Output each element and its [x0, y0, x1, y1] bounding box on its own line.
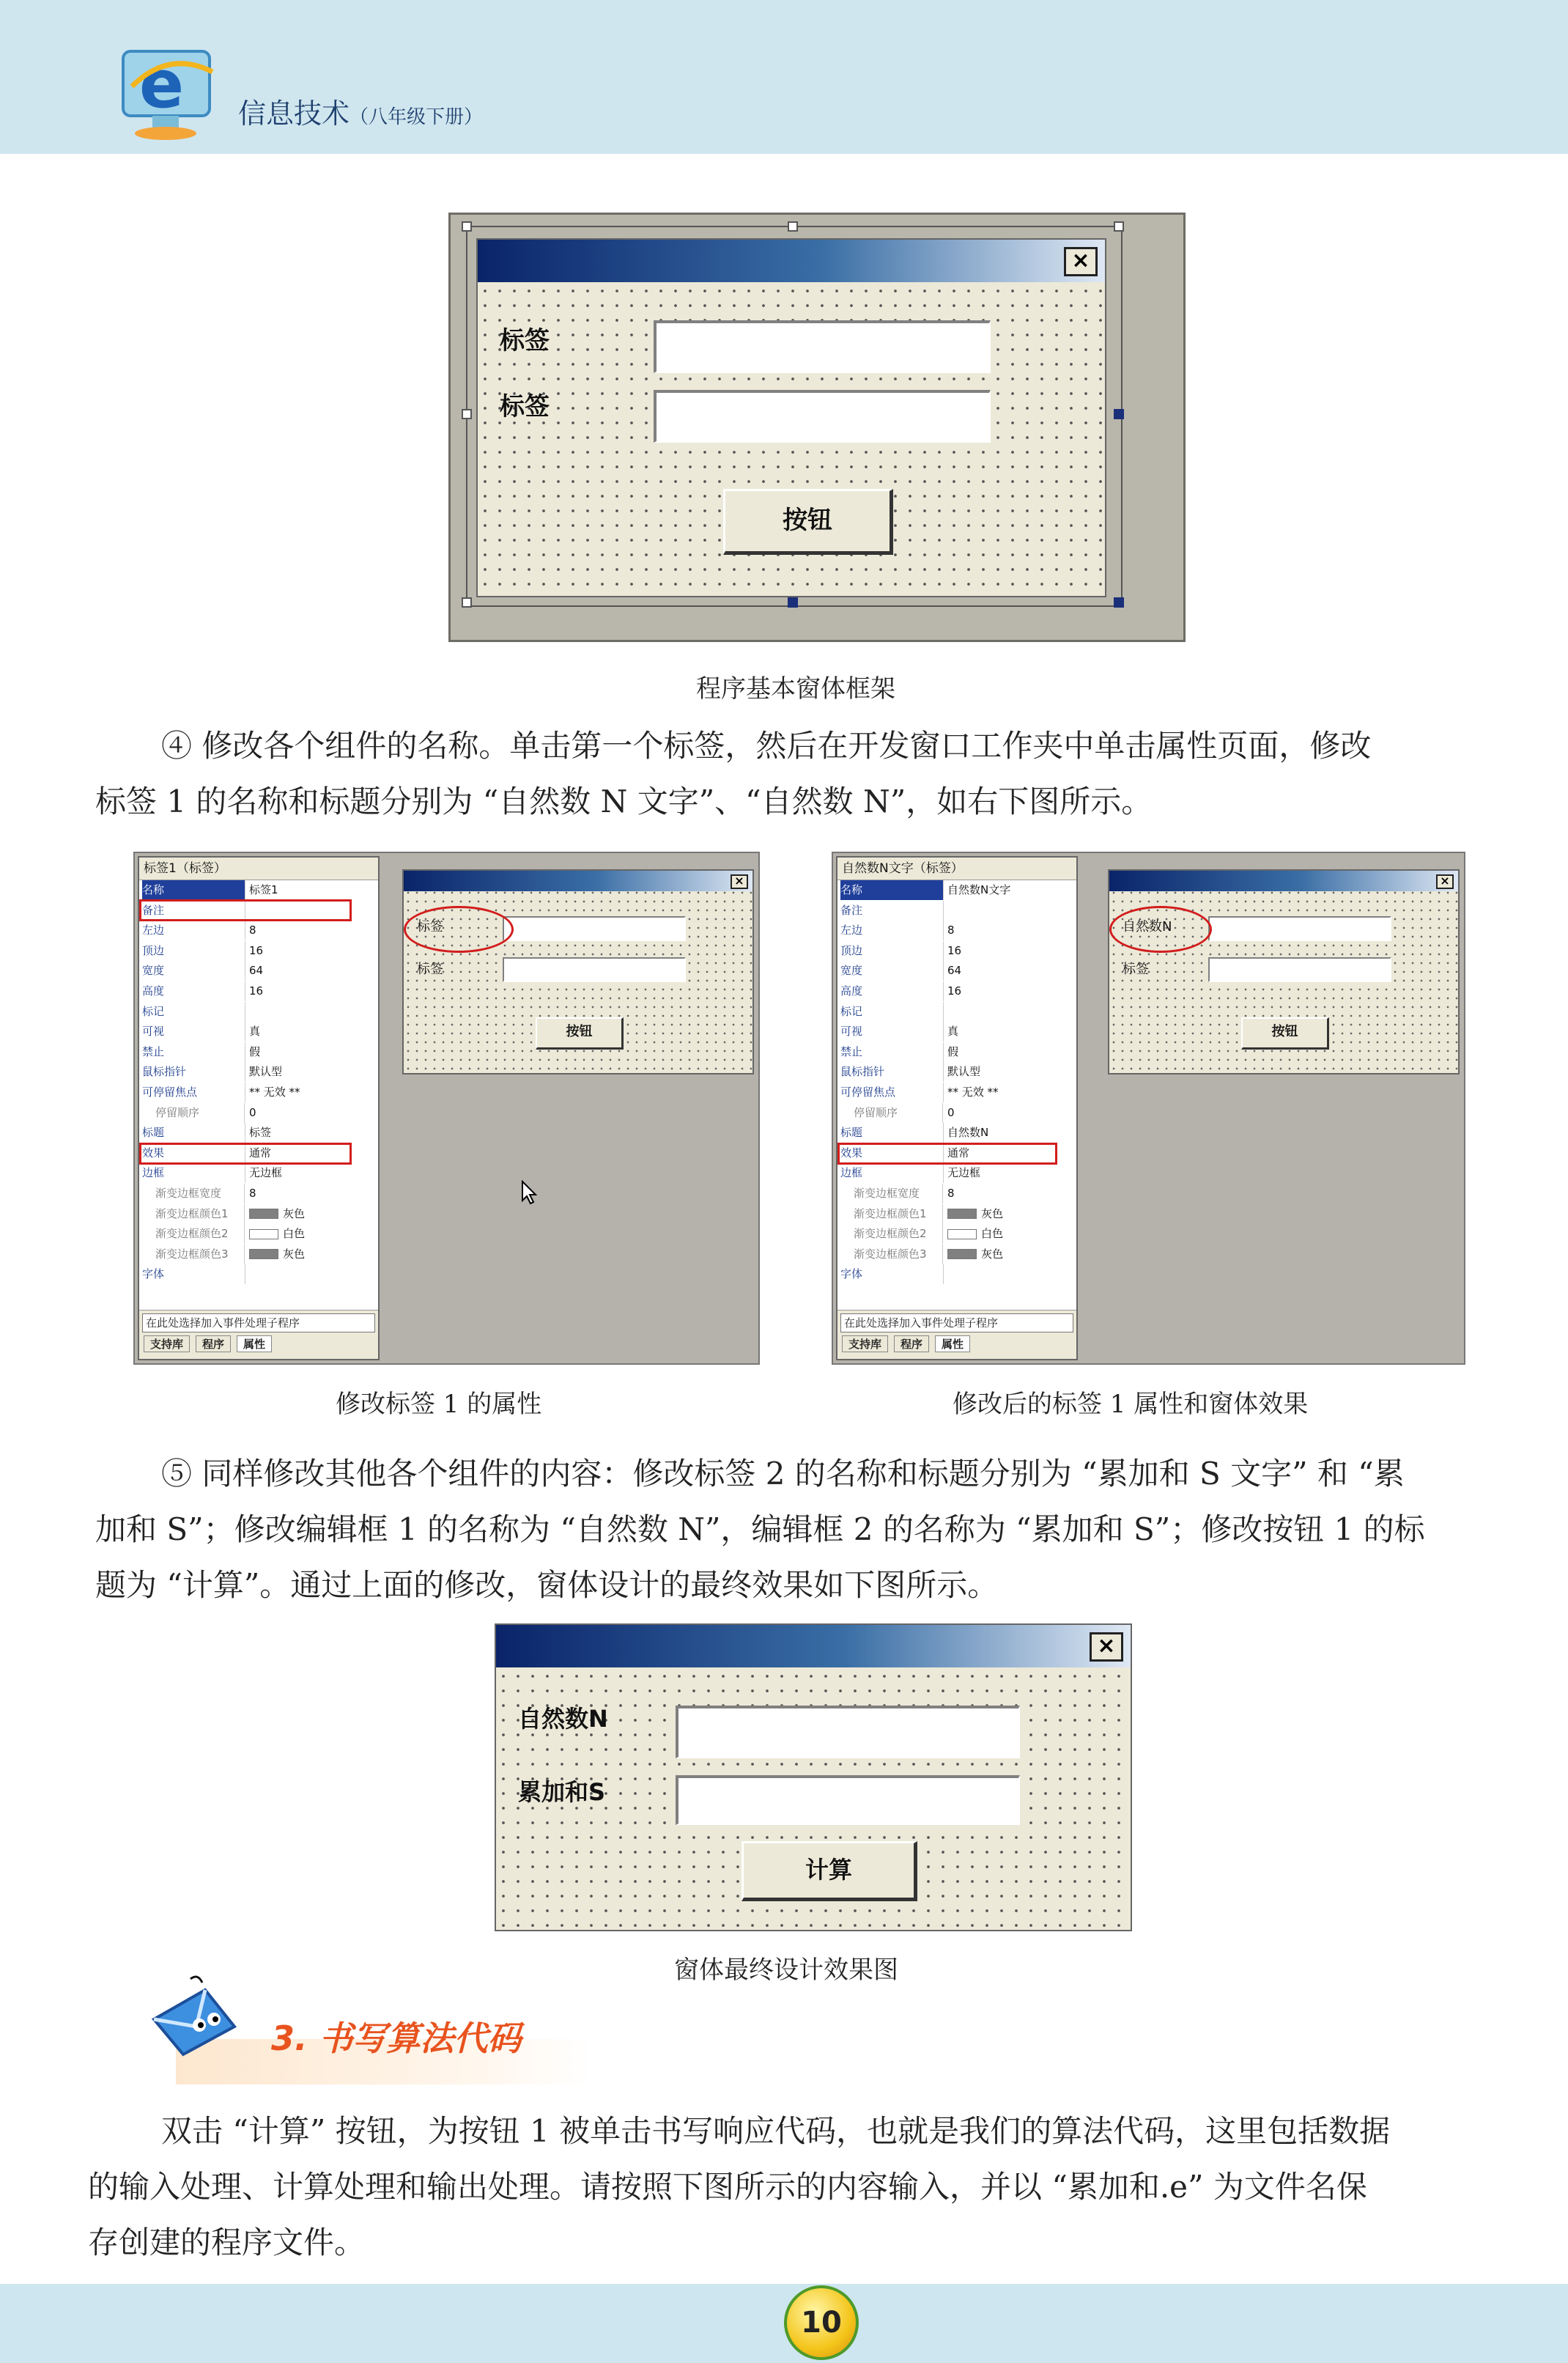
property-value-text: 白色 [283, 1227, 306, 1241]
property-value: 通常 [249, 1146, 272, 1160]
property-row[interactable] [837, 901, 1076, 921]
close-button[interactable]: × [1064, 247, 1098, 276]
calculate-button[interactable]: 计算 [742, 1841, 917, 1901]
property-row[interactable] [139, 1042, 378, 1063]
property-key: 名称 [840, 880, 944, 900]
property-row[interactable] [139, 880, 378, 901]
right-shot-caption: 修改后的标签 1 属性和窗体效果 [953, 1390, 1309, 1419]
property-row[interactable] [139, 1264, 378, 1285]
form-label-2: 标签 [500, 392, 550, 421]
property-rows [139, 880, 378, 1285]
property-key: 鼠标指针 [840, 1062, 944, 1082]
highlight-label-oval [404, 906, 514, 953]
tab-library[interactable]: 支持库 [144, 1335, 190, 1352]
property-key: 禁止 [142, 1042, 245, 1062]
resize-handle[interactable] [1114, 409, 1124, 419]
property-row[interactable] [139, 1184, 378, 1204]
left-shot-caption: 修改标签 1 的属性 [336, 1390, 542, 1419]
preview-form [1108, 869, 1460, 1074]
form-titlebar [496, 1625, 1131, 1667]
property-value: 0 [249, 1105, 256, 1119]
property-key: 停留顺序 [142, 1103, 245, 1123]
paragraph-line: ⑤ 同样修改其他各个组件的内容：修改标签 2 的名称和标题分别为 “累加和 S 文字” 和 “累 [161, 1456, 1405, 1492]
property-key: 渐变边框颜色2 [142, 1224, 245, 1244]
color-swatch [249, 1249, 278, 1259]
property-screenshot-right [832, 852, 1465, 1365]
preview-edit-2[interactable] [503, 957, 686, 982]
property-panel [138, 856, 380, 1360]
figure1-caption: 程序基本窗体框架 [696, 674, 895, 704]
property-value [249, 1204, 305, 1224]
property-row[interactable] [837, 1042, 1076, 1063]
property-row[interactable] [139, 1123, 378, 1143]
final-figure-caption: 窗体最终设计效果图 [674, 1955, 898, 1985]
property-screenshot-left [133, 852, 760, 1365]
event-select[interactable]: 在此处选择加入事件处理子程序 [840, 1313, 1073, 1332]
property-value: 16 [249, 984, 264, 998]
property-key: 顶边 [142, 941, 245, 961]
color-swatch [249, 1209, 278, 1219]
property-key: 标记 [142, 1002, 245, 1022]
highlight-title-row [139, 1143, 352, 1165]
property-row[interactable] [837, 1123, 1076, 1143]
property-key: 可停留焦点 [840, 1083, 944, 1102]
property-key: 顶边 [840, 941, 944, 961]
color-swatch [249, 1229, 278, 1239]
property-row[interactable] [139, 1022, 378, 1042]
paragraph-line: 题为 “计算”。通过上面的修改，窗体设计的最终效果如下图所示。 [95, 1567, 999, 1603]
property-value-text: 白色 [981, 1227, 1004, 1241]
color-swatch [947, 1209, 977, 1219]
property-key: 停留顺序 [840, 1103, 943, 1123]
property-value: 8 [249, 1186, 256, 1200]
resize-handle[interactable] [788, 221, 798, 232]
property-key: 边框 [142, 1163, 245, 1183]
property-key: 高度 [840, 981, 944, 1001]
property-key: 标题 [142, 1123, 245, 1143]
property-value [249, 1224, 305, 1244]
property-key: 可停留焦点 [142, 1083, 245, 1102]
form-edit-1[interactable] [654, 320, 991, 373]
property-key: 宽度 [840, 961, 944, 981]
property-row[interactable] [837, 880, 1076, 901]
page-number: 10 [784, 2285, 859, 2360]
paragraph-line: 的输入处理、计算处理和输出处理。请按照下图所示的内容输入，并以 “累加和.e” 为文件名保 [88, 2169, 1367, 2205]
property-row[interactable] [837, 941, 1076, 962]
property-key: 备注 [142, 901, 245, 921]
property-panel-header: 自然数N文字（标签） [837, 858, 1076, 880]
panel-tabs [139, 1335, 378, 1352]
preview-edit-1[interactable] [503, 916, 686, 941]
property-value: 自然数N文字 [947, 883, 1011, 896]
property-value: ** 无效 ** [249, 1085, 300, 1099]
tab-program[interactable]: 程序 [196, 1335, 231, 1352]
panel-tabs [837, 1335, 1076, 1352]
label-natural-number-n: 自然数N [518, 1705, 608, 1733]
property-row[interactable] [139, 981, 378, 1002]
property-key: 备注 [840, 901, 944, 921]
mouse-cursor-icon [521, 1180, 537, 1208]
tab-properties[interactable]: 属性 [935, 1335, 970, 1352]
property-value: 16 [249, 943, 264, 957]
property-value: 假 [249, 1044, 261, 1058]
property-row[interactable] [837, 1163, 1076, 1184]
property-row[interactable] [139, 1002, 378, 1022]
form-titlebar [478, 240, 1105, 282]
property-key: 渐变边框颜色1 [840, 1204, 943, 1224]
property-row[interactable] [837, 1264, 1076, 1285]
resize-handle[interactable] [462, 221, 472, 232]
ie-logo-icon [117, 43, 227, 152]
paragraph-step5 [95, 1446, 1531, 1613]
form-button[interactable]: 按钮 [723, 489, 893, 555]
property-panel-footer [139, 1310, 378, 1359]
property-key: 渐变边框宽度 [840, 1184, 943, 1203]
property-value: 真 [249, 1025, 261, 1039]
property-value-text: 灰色 [981, 1247, 1004, 1261]
property-panel-header: 标签1（标签） [139, 858, 378, 880]
property-row[interactable] [837, 1062, 1076, 1083]
property-value [249, 1245, 305, 1264]
property-value: 16 [947, 943, 962, 957]
property-value: 64 [249, 964, 264, 978]
property-row[interactable] [837, 1002, 1076, 1022]
property-row[interactable] [139, 961, 378, 981]
preview-label-1: 标签 [417, 919, 443, 934]
property-key: 边框 [840, 1163, 944, 1183]
preview-button[interactable]: 按钮 [1241, 1017, 1329, 1050]
paragraph-step4 [95, 718, 1531, 830]
tab-properties[interactable]: 属性 [237, 1335, 272, 1352]
highlight-title-row [837, 1143, 1057, 1165]
resize-handle[interactable] [788, 597, 798, 608]
tab-library[interactable]: 支持库 [842, 1335, 888, 1352]
property-value: 标签1 [249, 883, 278, 896]
resize-handle[interactable] [1114, 221, 1124, 232]
svg-text:e: e [139, 46, 185, 123]
property-row[interactable] [837, 1083, 1076, 1103]
property-value: 8 [947, 924, 955, 937]
event-select[interactable]: 在此处选择加入事件处理子程序 [142, 1313, 375, 1332]
preview-button[interactable]: 按钮 [536, 1017, 624, 1050]
property-row[interactable] [139, 941, 378, 962]
form-label-1: 标签 [500, 326, 550, 355]
paragraph-line: 存创建的程序文件。 [88, 2224, 366, 2260]
property-row[interactable] [837, 1022, 1076, 1042]
property-key: 可视 [840, 1022, 944, 1042]
preview-edit-1[interactable] [1208, 916, 1391, 941]
property-value [947, 1245, 1003, 1264]
highlight-name-row [139, 899, 352, 921]
resize-handle[interactable] [462, 409, 472, 419]
book-subtitle: （八年级下册） [350, 106, 484, 128]
property-row[interactable] [837, 961, 1076, 981]
property-value: 假 [947, 1044, 959, 1058]
property-key: 高度 [142, 981, 245, 1001]
resize-handle[interactable] [1114, 597, 1124, 608]
paragraph-line: 加和 S”；修改编辑框 1 的名称为 “自然数 N”，编辑框 2 的名称为 “累加和 S”；修改按钮 1 的标 [95, 1511, 1425, 1547]
preview-label-1: 自然数N [1123, 919, 1172, 934]
property-value-text: 灰色 [283, 1206, 306, 1220]
label-sum-s: 累加和S [518, 1778, 606, 1806]
paragraph-line: 标签 1 的名称和标题分别为 “自然数 N 文字”、“自然数 N”，如右下图所示。 [95, 784, 1153, 819]
property-value: 标签 [249, 1126, 272, 1140]
property-value [947, 1204, 1003, 1224]
paragraph-line: ④ 修改各个组件的名称。单击第一个标签，然后在开发窗口工作夹中单击属性页面，修改 [161, 728, 1372, 764]
close-button[interactable]: × [1436, 874, 1454, 889]
property-value: 默认型 [947, 1065, 981, 1079]
property-value-text: 灰色 [981, 1206, 1004, 1220]
property-value: 无边框 [249, 1166, 283, 1180]
property-key: 渐变边框颜色3 [142, 1245, 245, 1264]
property-key: 标记 [840, 1002, 944, 1022]
property-value: 无边框 [947, 1166, 981, 1180]
preview-form [402, 869, 754, 1074]
edit-natural-number-n[interactable] [676, 1706, 1020, 1758]
close-button[interactable]: × [731, 874, 748, 889]
book-title: 信息技术（八年级下册） [238, 97, 484, 130]
property-key: 效果 [840, 1143, 944, 1163]
property-key: 左边 [840, 921, 944, 940]
property-key: 禁止 [840, 1042, 944, 1062]
figure1-form [476, 238, 1106, 597]
property-key: 名称 [142, 880, 245, 900]
property-key: 字体 [840, 1264, 944, 1284]
property-row[interactable] [139, 1103, 378, 1124]
color-swatch [947, 1249, 977, 1259]
property-value-text: 灰色 [283, 1247, 306, 1261]
property-key: 渐变边框颜色2 [840, 1224, 943, 1244]
property-key: 字体 [142, 1264, 245, 1284]
property-row[interactable] [837, 1103, 1076, 1124]
property-row[interactable] [139, 1062, 378, 1083]
property-key: 宽度 [142, 961, 245, 981]
paragraph-line: 双击 “计算” 按钮，为按钮 1 被单击书写响应代码，也就是我们的算法代码，这里包括数据 [161, 2113, 1391, 2149]
close-button[interactable]: × [1090, 1632, 1123, 1662]
preview-label-2: 标签 [1123, 962, 1149, 977]
property-row[interactable] [139, 921, 378, 941]
property-value: 16 [947, 984, 962, 998]
final-form [495, 1623, 1132, 1931]
tab-program[interactable]: 程序 [894, 1335, 929, 1352]
property-value [947, 1224, 1003, 1244]
property-row[interactable] [139, 1204, 378, 1225]
form-titlebar [404, 871, 752, 891]
property-key: 渐变边框颜色1 [142, 1204, 245, 1224]
property-row[interactable] [837, 921, 1076, 941]
property-value: 通常 [947, 1146, 970, 1160]
resize-handle[interactable] [462, 597, 472, 608]
edit-sum-s[interactable] [676, 1775, 1020, 1825]
property-value: 8 [249, 924, 256, 937]
property-key: 渐变边框宽度 [142, 1184, 245, 1203]
property-row[interactable] [139, 1083, 378, 1103]
property-value: 自然数N [947, 1126, 989, 1140]
property-value: 0 [947, 1105, 955, 1119]
property-key: 标题 [840, 1123, 944, 1143]
property-row[interactable] [837, 1204, 1076, 1225]
highlight-label-oval [1109, 906, 1212, 953]
property-row[interactable] [837, 1245, 1076, 1265]
form-titlebar [1109, 871, 1458, 891]
property-key: 鼠标指针 [142, 1062, 245, 1082]
preview-label-2: 标签 [417, 962, 443, 977]
property-panel [836, 856, 1078, 1360]
property-panel-footer [837, 1310, 1076, 1359]
property-row[interactable] [837, 1224, 1076, 1245]
property-value: 64 [947, 964, 962, 978]
property-value: ** 无效 ** [947, 1085, 999, 1099]
property-row[interactable] [837, 1184, 1076, 1204]
property-row[interactable] [139, 1224, 378, 1245]
envelope-mascot-icon [147, 1975, 242, 2066]
color-swatch [947, 1229, 977, 1239]
property-key: 左边 [142, 921, 245, 940]
section-title: 3. 书写算法代码 [271, 2019, 522, 2058]
page-header-band [0, 0, 1568, 154]
property-row[interactable] [139, 1163, 378, 1184]
form-edit-2[interactable] [654, 390, 991, 443]
property-row[interactable] [837, 981, 1076, 1002]
property-value: 默认型 [249, 1065, 283, 1079]
property-key: 渐变边框颜色3 [840, 1245, 943, 1264]
property-value: 8 [947, 1186, 955, 1200]
property-value: 真 [947, 1025, 959, 1039]
property-row[interactable] [139, 1245, 378, 1265]
property-key: 效果 [142, 1143, 245, 1163]
property-rows [837, 880, 1076, 1285]
property-key: 可视 [142, 1022, 245, 1042]
paragraph-code-intro [88, 2104, 1531, 2271]
preview-edit-2[interactable] [1208, 957, 1391, 982]
